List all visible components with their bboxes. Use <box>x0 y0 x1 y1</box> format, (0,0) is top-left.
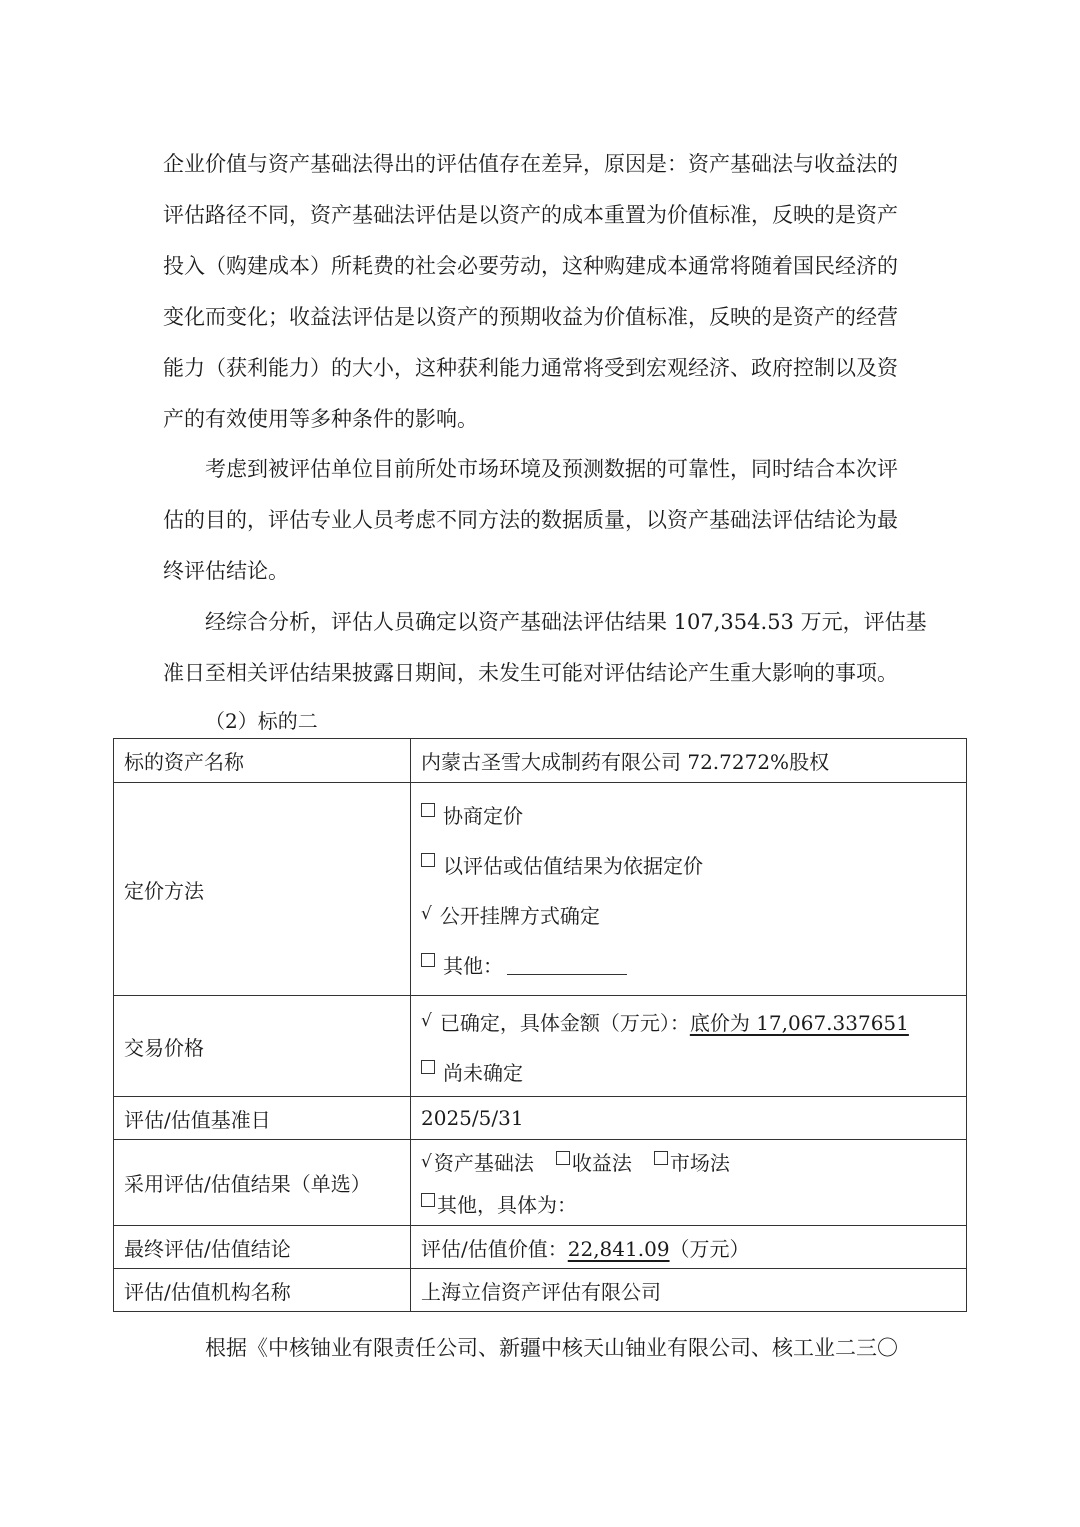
table-row <box>114 1140 967 1226</box>
cell-label: 评估/估值基准日 <box>114 1097 411 1140</box>
text-line: 终评估结论。 <box>163 559 289 583</box>
blank-line <box>507 954 627 975</box>
option-price-unconfirmed <box>421 1046 956 1096</box>
paragraph-valuation-difference <box>163 139 917 445</box>
option-other <box>421 939 956 989</box>
cell-price-options <box>411 996 967 1097</box>
text-line: 能力（获利能力）的大小，这种获利能力通常将受到宏观经济、政府控制以及资 <box>163 356 898 380</box>
checkbox-unchecked-icon <box>421 953 435 967</box>
cell-label: 最终评估/估值结论 <box>114 1226 411 1269</box>
option-public-listing <box>421 889 956 939</box>
checkbox-unchecked-icon <box>421 1060 435 1074</box>
cell-value: 上海立信资产评估有限公司 <box>411 1269 967 1312</box>
cell-label: 定价方法 <box>114 783 411 996</box>
option-label: 已确定，具体金额（万元）： <box>439 1010 690 1035</box>
option-label: 协商定价 <box>443 803 523 828</box>
text-line: 变化而变化；收益法评估是以资产的预期收益为价值标准，反映的是资产的经营 <box>163 305 898 329</box>
table-row <box>114 739 967 783</box>
text-line: 投入（购建成本）所耗费的社会必要劳动，这种购建成本通常将随着国民经济的 <box>163 254 898 278</box>
text-line: 估的目的，评估专业人员考虑不同方法的数据质量，以资产基础法评估结论为最 <box>163 508 898 532</box>
table-row <box>114 1226 967 1269</box>
option-income: 收益法 <box>571 1151 632 1175</box>
text-line: 经综合分析，评估人员确定以资产基础法评估结果 107,354.53 万元，评估基 <box>205 610 927 634</box>
text-line: 评估路径不同，资产基础法评估是以资产的成本重置为价值标准，反映的是资产 <box>163 203 898 227</box>
checkbox-unchecked-icon <box>654 1151 668 1165</box>
option-label: 以评估或估值结果为依据定价 <box>443 853 703 878</box>
option-price-confirmed <box>421 996 956 1046</box>
cell-value: 内蒙古圣雪大成制药有限公司 72.7272%股权 <box>411 739 967 783</box>
table-row <box>114 1269 967 1312</box>
checkbox-unchecked-icon <box>421 1193 435 1207</box>
cell-result-options <box>411 1140 967 1226</box>
conclusion-unit: （万元） <box>669 1236 750 1261</box>
checkmark-icon: √ <box>421 1011 432 1031</box>
option-label: 公开挂牌方式确定 <box>439 903 600 928</box>
checkbox-unchecked-icon <box>556 1151 570 1165</box>
text-line: 企业价值与资产基础法得出的评估值存在差异，原因是：资产基础法与收益法的 <box>163 152 898 176</box>
option-label: 尚未确定 <box>443 1060 523 1085</box>
cell-label: 交易价格 <box>114 996 411 1097</box>
table-row <box>114 996 967 1097</box>
cell-value: 2025/5/31 <box>411 1097 967 1140</box>
conclusion-prefix: 评估/估值价值： <box>421 1236 568 1261</box>
option-valuation-based <box>421 839 956 889</box>
option-market: 市场法 <box>669 1151 730 1175</box>
cell-label: 采用评估/估值结果（单选） <box>114 1140 411 1226</box>
checkmark-icon: √ <box>421 1151 432 1172</box>
cell-pricing-options <box>411 783 967 996</box>
checkbox-unchecked-icon <box>421 803 435 817</box>
checkmark-icon: √ <box>421 904 432 924</box>
subheading-target-two: （2）标的二 <box>205 709 318 733</box>
text-line: 考虑到被评估单位目前所处市场环境及预测数据的可靠性，同时结合本次评 <box>205 457 898 481</box>
option-other: 其他，具体为： <box>437 1193 577 1217</box>
cell-label: 评估/估值机构名称 <box>114 1269 411 1312</box>
price-amount: 底价为 17,067.337651 <box>689 1010 909 1035</box>
target-info-table <box>113 738 967 1312</box>
text-line: 准日至相关评估结果披露日期间，未发生可能对评估结论产生重大影响的事项。 <box>163 661 898 685</box>
checkbox-unchecked-icon <box>421 853 435 867</box>
table-row <box>114 783 967 996</box>
paragraph-analysis-result <box>163 597 927 699</box>
option-label: 其他： <box>443 953 503 978</box>
option-asset-based: 资产基础法 <box>433 1151 534 1175</box>
bottom-text-line: 根据《中核铀业有限责任公司、新疆中核天山铀业有限公司、核工业二三〇 <box>205 1336 898 1360</box>
option-negotiated <box>421 789 956 839</box>
cell-value <box>411 1226 967 1269</box>
result-other-row <box>421 1183 956 1225</box>
table-row <box>114 1097 967 1140</box>
paragraph-conclusion-basis <box>163 444 917 597</box>
result-options-row <box>421 1141 956 1183</box>
conclusion-amount: 22,841.09 <box>567 1236 670 1261</box>
text-line: 产的有效使用等多种条件的影响。 <box>163 407 478 431</box>
cell-label: 标的资产名称 <box>114 739 411 783</box>
